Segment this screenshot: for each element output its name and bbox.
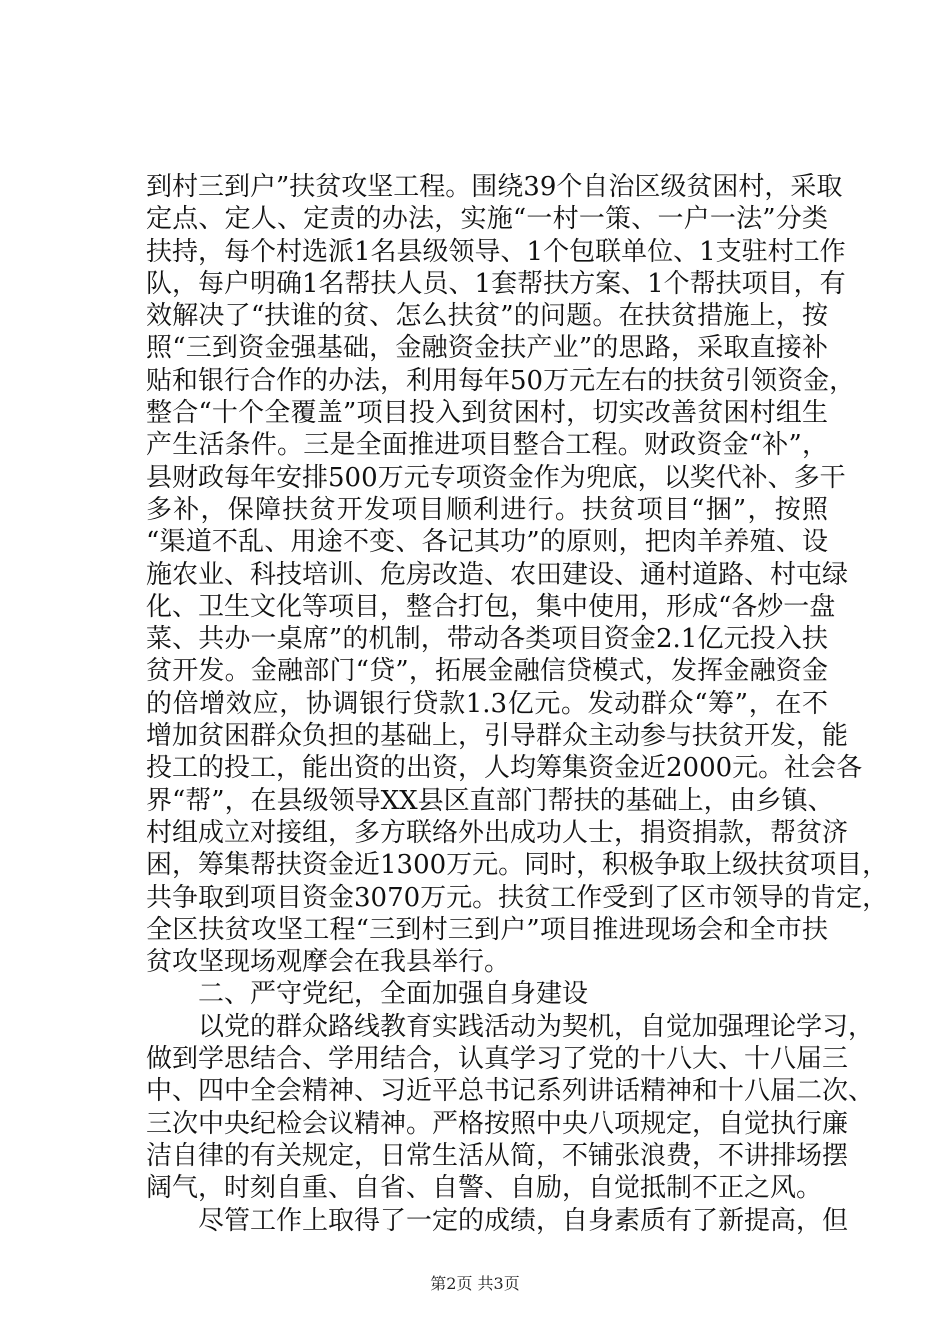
text-line: 增加贫困群众负担的基础上，引导群众主动参与扶贫开发，能 bbox=[146, 721, 849, 752]
text-line: 多补，保障扶贫开发项目顺利进行。扶贫项目“捆”，按照 bbox=[146, 494, 828, 525]
section-heading: 二、严守党纪，全面加强自身建设 bbox=[198, 979, 589, 1010]
text-line: 村组成立对接组，多方联络外出成功人士，捐资捐款，帮贫济 bbox=[146, 817, 849, 848]
text-line: 贫开发。金融部门“贷”，拓展金融信贷模式，发挥金融资金 bbox=[146, 656, 828, 687]
text-line: 化、卫生文化等项目，整合打包，集中使用，形成“各炒一盘 bbox=[146, 591, 836, 622]
document-body bbox=[146, 171, 889, 1237]
text-line: 贫攻坚现场观摩会在我县举行。 bbox=[146, 947, 511, 978]
text-line: 共争取到项目资金3070万元。扶贫工作受到了区市领导的肯定， bbox=[146, 882, 889, 913]
text-line: 产生活条件。三是全面推进项目整合工程。财政资金“补”， bbox=[146, 430, 828, 461]
text-line: 整合“十个全覆盖”项目投入到贫困村，切实改善贫困村组生 bbox=[146, 398, 828, 429]
text-line: 中、四中全会精神、习近平总书记系列讲话精神和十八届二次、 bbox=[146, 1076, 875, 1107]
paragraph-1 bbox=[146, 171, 889, 978]
paragraph-3 bbox=[146, 1205, 849, 1237]
page-number-footer: 第2页 共3页 bbox=[430, 1274, 520, 1293]
text-line: 的倍增效应，协调银行贷款1.3亿元。发动群众“筹”，在不 bbox=[146, 688, 828, 719]
text-line: 全区扶贫攻坚工程“三到村三到户”项目推进现场会和全市扶 bbox=[146, 914, 828, 945]
text-line: 扶持，每个村选派1名县级领导、1个包联单位、1支驻村工作 bbox=[146, 236, 846, 267]
text-line: 队，每户明确1名帮扶人员、1套帮扶方案、1个帮扶项目，有 bbox=[146, 268, 846, 299]
text-line: “渠道不乱、用途不变、各记其功”的原则，把肉羊养殖、设 bbox=[146, 527, 828, 558]
text-line: 定点、定人、定责的办法，实施“一村一策、一户一法”分类 bbox=[146, 204, 828, 235]
text-line: 尽管工作上取得了一定的成绩，自身素质有了新提高，但 bbox=[198, 1205, 849, 1236]
text-line: 阔气，时刻自重、自省、自警、自励，自觉抵制不正之风。 bbox=[146, 1173, 823, 1204]
paragraph-2 bbox=[146, 1011, 875, 1205]
text-line: 施农业、科技培训、危房改造、农田建设、通村道路、村屯绿 bbox=[146, 559, 849, 590]
text-line: 照“三到资金强基础，金融资金扶产业”的思路，采取直接补 bbox=[146, 333, 828, 364]
text-line: 界“帮”，在县级领导XX县区直部门帮扶的基础上，由乡镇、 bbox=[146, 785, 834, 816]
text-line: 做到学思结合、学用结合，认真学习了党的十八大、十八届三 bbox=[146, 1044, 849, 1075]
text-line: 三次中央纪检会议精神。严格按照中央八项规定，自觉执行廉 bbox=[146, 1108, 849, 1139]
text-line: 投工的投工，能出资的出资，人均筹集资金近2000元。社会各 bbox=[146, 753, 863, 784]
text-line: 菜、共办一桌席”的机制，带动各类项目资金2.1亿元投入扶 bbox=[146, 624, 828, 655]
text-line: 以党的群众路线教育实践活动为契机，自觉加强理论学习， bbox=[198, 1011, 875, 1042]
text-line: 县财政每年安排500万元专项资金作为兜底，以奖代补、多干 bbox=[146, 462, 846, 493]
text-line: 到村三到户”扶贫攻坚工程。围绕39个自治区级贫困村，采取 bbox=[146, 172, 843, 202]
text-line: 贴和银行合作的办法，利用每年50万元左右的扶贫引领资金， bbox=[146, 365, 856, 396]
text-line: 困，筹集帮扶资金近1300万元。同时，积极争取上级扶贫项目， bbox=[146, 850, 889, 881]
text-line: 效解决了“扶谁的贫、怎么扶贫”的问题。在扶贫措施上，按 bbox=[146, 301, 828, 332]
text-line: 洁自律的有关规定，日常生活从简，不铺张浪费，不讲排场摆 bbox=[146, 1140, 849, 1171]
